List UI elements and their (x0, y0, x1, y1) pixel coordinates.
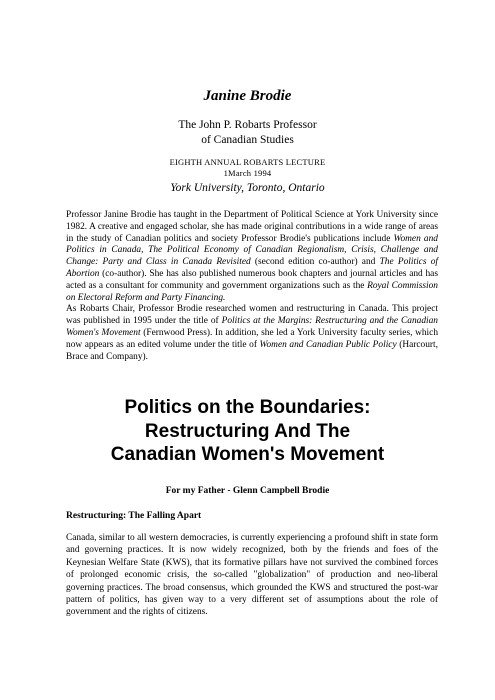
section-heading: Restructuring: The Falling Apart (66, 511, 202, 521)
lecture-title-line-3: Canadian Women's Movement (110, 444, 385, 465)
bio-text: (second edition co-author) and (250, 257, 380, 268)
lecture-date: 1March 1994 (223, 167, 272, 178)
bio-text: (co-author). She has also published numerous book chapters and journal articles and has acted as a consultant for community and government organizations such as the (66, 268, 438, 291)
dedication: For my Father - Glenn Campbell Brodie (165, 486, 330, 496)
lecture-info (0, 157, 495, 178)
bio-text: Professor Janine Brodie has taught in the Department of Political Science at York University since 1982. A creative and engaged scholar, she has made original contributions in a wide range of areas in the study of Canadian politics and society Professor Brodie's publications include (66, 210, 438, 244)
bio-book-title: The Politics of Abortion (66, 257, 438, 279)
bio-text: As Robarts Chair, Professor Brodie researched women and restructuring in Canada. This project was published in 1995 under the title of (66, 304, 438, 327)
bio-paragraph-1 (66, 210, 438, 304)
bio-book-title: Politics at the Margins: Restructuring and the Canadian Women's Movement (66, 316, 438, 338)
chair-title-line-2: of Canadian Studies (201, 134, 294, 146)
bio-text: (Harcourt, Brace and Company). (66, 339, 438, 362)
lecture-title-line-2: Restructuring And The (144, 420, 351, 442)
institution-location: York University, Toronto, Ontario (170, 182, 325, 194)
chair-title-line-1: The John P. Robarts Professor (178, 119, 317, 131)
lecture-title-line-1: Politics on the Boundaries: (124, 397, 371, 418)
body-paragraph: Canada, similar to all western democracies, is currently experiencing a profound shift in state form and governing practices. It is now widely recognized, both by the friends and foes of the Keynesian Welfare State (KWS), that its formative pillars have not survived the combined forces of prolonged economic crisis, the so-called "globalization" of production and neo-liberal governing practices. The broad consensus, which grounded the KWS and structured the post-war pattern of politics, has given way to a very different set of assumptions about the role of government and the rights of citizens. (66, 533, 438, 618)
author-name: Janine Brodie (203, 88, 292, 104)
bio-commission-name: Royal Commission on Electoral Reform and Party Financing. (66, 280, 438, 303)
lecture-name: EIGHTH ANNUAL ROBARTS LECTURE (169, 157, 326, 167)
lecture-title (0, 396, 495, 467)
bio-text: (Fernwood Press). In addition, she led a York University faculty series, which now appears as an edited volume under the title of (66, 327, 439, 350)
bio-book-title: Women and Canadian Public Policy (259, 339, 397, 350)
author-biography (66, 210, 438, 363)
bio-book-titles: Women and Politics in Canada, The Political Economy of Canadian Regionalism, Crisis, Challenge and Change: Party and Class in Canada Revisited (66, 233, 438, 268)
bio-paragraph-2 (66, 304, 438, 363)
chair-title (0, 118, 495, 148)
